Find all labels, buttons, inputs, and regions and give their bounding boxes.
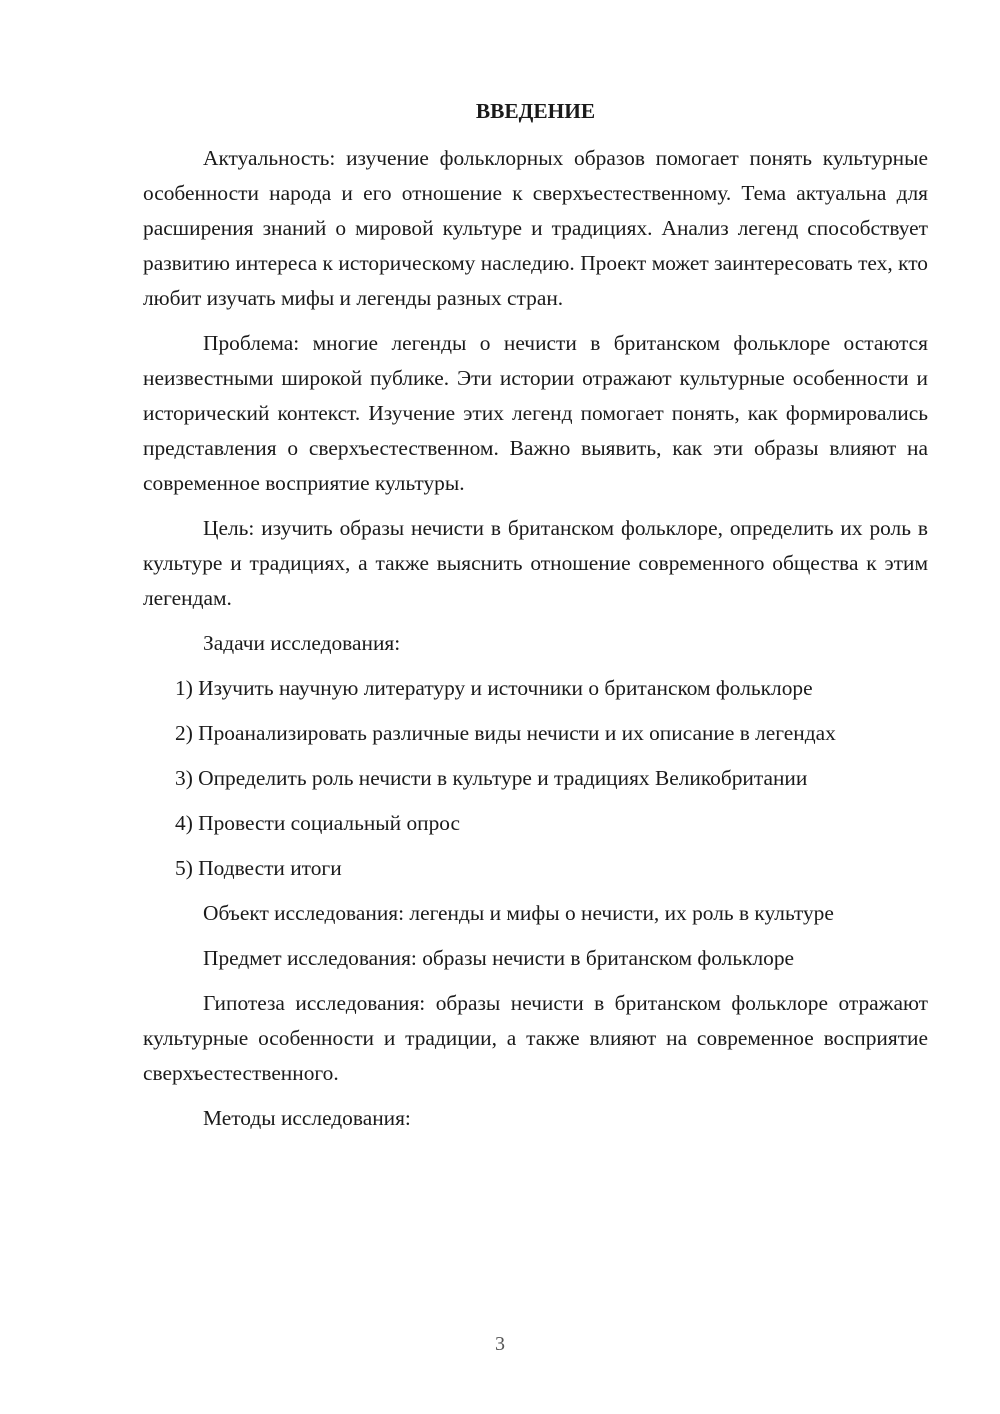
page-number: 3 [495,1333,505,1355]
task-item-1: 1) Изучить научную литературу и источники о британском фольклоре [175,676,813,700]
object-paragraph: Объект исследования: легенды и мифы о нечисти, их роль в культуре [203,901,834,925]
tasks-heading: Задачи исследования: [203,631,401,655]
page-title: ВВЕДЕНИЕ [475,99,596,123]
task-item-4: 4) Провести социальный опрос [175,811,461,835]
task-item-2: 2) Проанализировать различные виды нечисти и их описание в легендах [175,721,836,745]
problem-paragraph: Проблема: многие легенды о нечисти в британском фольклоре остаются неизвестными широкой публике. Эти истории отражают культурные особенности и исторический контекст. Изучение этих легенд помогает понять, как формировались представления о сверхъестественном. Важно выявить, как эти образы влияют на современное восприятие культуры. [143,331,928,495]
task-item-5: 5) Подвести итоги [175,856,342,880]
task-item-3: 3) Определить роль нечисти в культуре и традициях Великобритании [175,766,808,790]
goal-paragraph: Цель: изучить образы нечисти в британском фольклоре, определить их роль в культуре и традициях, а также выяснить отношение современного общества к этим легендам. [143,516,928,610]
methods-heading: Методы исследования: [203,1106,411,1130]
relevance-paragraph: Актуальность: изучение фольклорных образов помогает понять культурные особенности народа и его отношение к сверхъестественному. Тема актуальна для расширения знаний о мировой культуре и традициях. Анализ легенд способствует развитию интереса к историческому наследию. Проект может заинтересовать тех, кто любит изучать мифы и легенды разных стран. [143,146,928,310]
hypothesis-paragraph: Гипотеза исследования: образы нечисти в британском фольклоре отражают культурные особенности и традиции, а также влияют на современное восприятие сверхъестественного. [143,991,928,1085]
subject-paragraph: Предмет исследования: образы нечисти в британском фольклоре [203,946,795,970]
document-page [143,94,928,1146]
tasks-list [143,671,928,886]
